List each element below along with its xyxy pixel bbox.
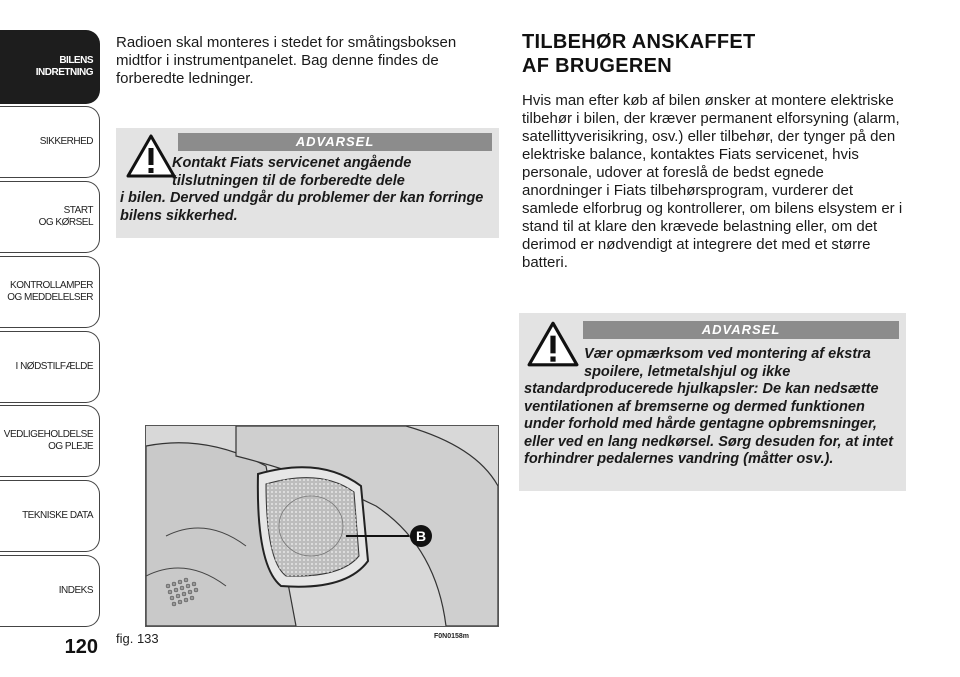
page-number: 120 [64, 636, 98, 658]
warning-header: ADVARSEL [178, 133, 492, 151]
warning-box-left [116, 128, 499, 238]
tab-vedligeholdelse[interactable]: VEDLIGEHOLDELSE OG PLEJE [0, 405, 100, 477]
right-column [522, 30, 908, 272]
warning-line-2: spoilere, letmetalshjul og ikke [584, 363, 791, 380]
tab-start-og-koersel[interactable]: START OG KØRSEL [0, 181, 100, 253]
tab-indeks[interactable]: INDEKS [0, 555, 100, 627]
tab-tekniske-data[interactable]: TEKNISKE DATA [0, 480, 100, 552]
section-title: TILBEHØR ANSKAFFET AF BRUGEREN [522, 31, 756, 77]
figure-caption: fig. 133 [116, 631, 159, 646]
warning-text [120, 155, 492, 225]
tab-kontrollamper[interactable]: KONTROLLAMPER OG MEDDELELSER [0, 256, 100, 328]
warning-box-right [519, 313, 906, 491]
tab-sikkerhed[interactable]: SIKKERHED [0, 106, 100, 178]
warning-line-1: Kontakt Fiats servicenet angående [172, 155, 412, 171]
chapter-sidebar [0, 0, 104, 677]
radio-intro-text: Radioen skal monteres i stedet for småtingsboksen midtfor i instrumentpanelet. Bag denne findes de forberedte ledninger. [116, 34, 457, 87]
accessories-paragraph: Hvis man efter køb af bilen ønsker at montere elektriske tilbehør i bilen, der kræver permanent elforsyning (alarm, satellittyverisikring, osv.) eller tilbehør, der tynger på den elektriske balance, kontaktes Fiats servicenet, hvis personale, udover at foreslå de bedst egnede anordninger i Fiats tilbehørsprogram, vurderer det samlede elforbrug og kontrollerer, om bilens elsystem er i stand til at klare den krævede belastning eller, om det derimod er nødvendigt at integrere det med et større batteri. [522, 92, 903, 271]
warning-header: ADVARSEL [583, 321, 899, 339]
figure-radio-location [145, 425, 499, 627]
warning-line-2: tilslutningen til de forberedte dele [172, 172, 405, 189]
tab-noedstilfaelde[interactable]: I NØDSTILFÆLDE [0, 331, 100, 403]
dashboard-illustration [146, 426, 498, 626]
callout-label: B [415, 528, 427, 544]
warning-text [524, 346, 902, 469]
tab-bilens-indretning[interactable]: BILENS INDRETNING [0, 30, 100, 104]
warning-line-1: Vær opmærksom ved montering af ekstra [584, 346, 871, 362]
warning-rest: standardproducerede hjulkapsler: De kan nedsætte ventilationen af bremserne og dermed funktionen under forhold med hårde gentagne opbremsninger, eller ved en lang nedkørsel. Sørg desuden for, at intet forhindrer pedalernes vandring (måtter osv.). [524, 381, 894, 467]
figure-code: F0N0158m [434, 633, 470, 640]
left-column [116, 34, 496, 88]
warning-rest: i bilen. Derved undgår du problemer der kan forringe bilens sikkerhed. [120, 190, 484, 224]
